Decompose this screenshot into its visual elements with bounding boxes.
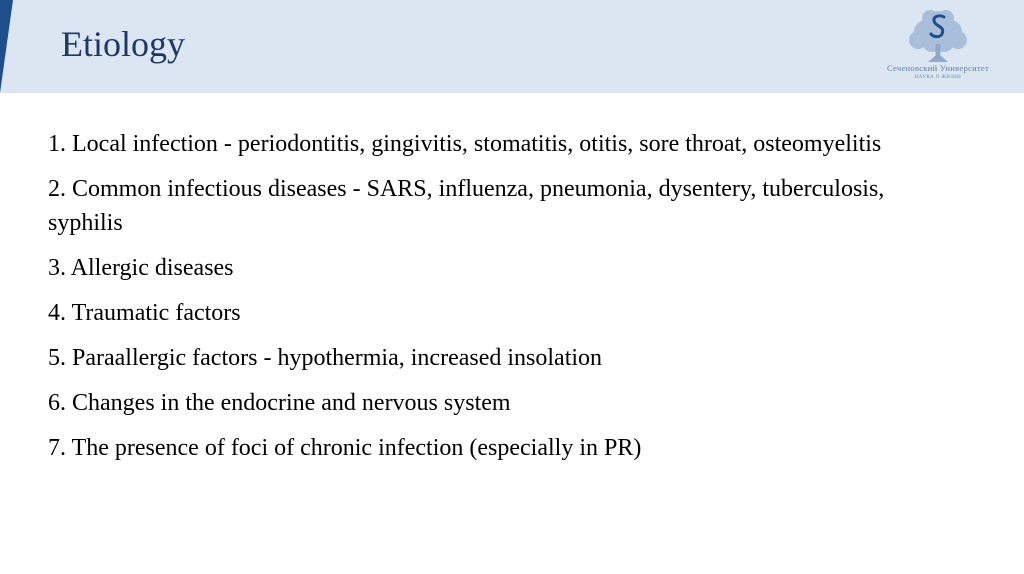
list-item: 2. Common infectious diseases - SARS, influenza, pneumonia, dysentery, tuberculosis, syphilis [48,176,885,236]
logo-motto: НАУКА О ЖИЗНИ [914,75,962,80]
list-item: 6. Changes in the endocrine and nervous system [48,390,511,416]
list-item: 4. Traumatic factors [48,300,241,326]
slide-title: Etiology [61,24,185,64]
tree-emblem-icon [906,6,970,64]
list-item: 3. Allergic diseases [48,255,234,281]
list-item: 7. The presence of foci of chronic infection (especially in PR) [48,435,642,461]
university-logo [878,6,998,88]
list-item: 5. Paraallergic factors - hypothermia, increased insolation [48,345,603,371]
list-item: 1. Local infection - periodontitis, gingivitis, stomatitis, otitis, sore throat, osteomyelitis [48,131,882,157]
logo-university-name: Сеченовский Университет [886,63,990,73]
etiology-list [48,127,948,476]
accent-stripe [0,0,20,93]
